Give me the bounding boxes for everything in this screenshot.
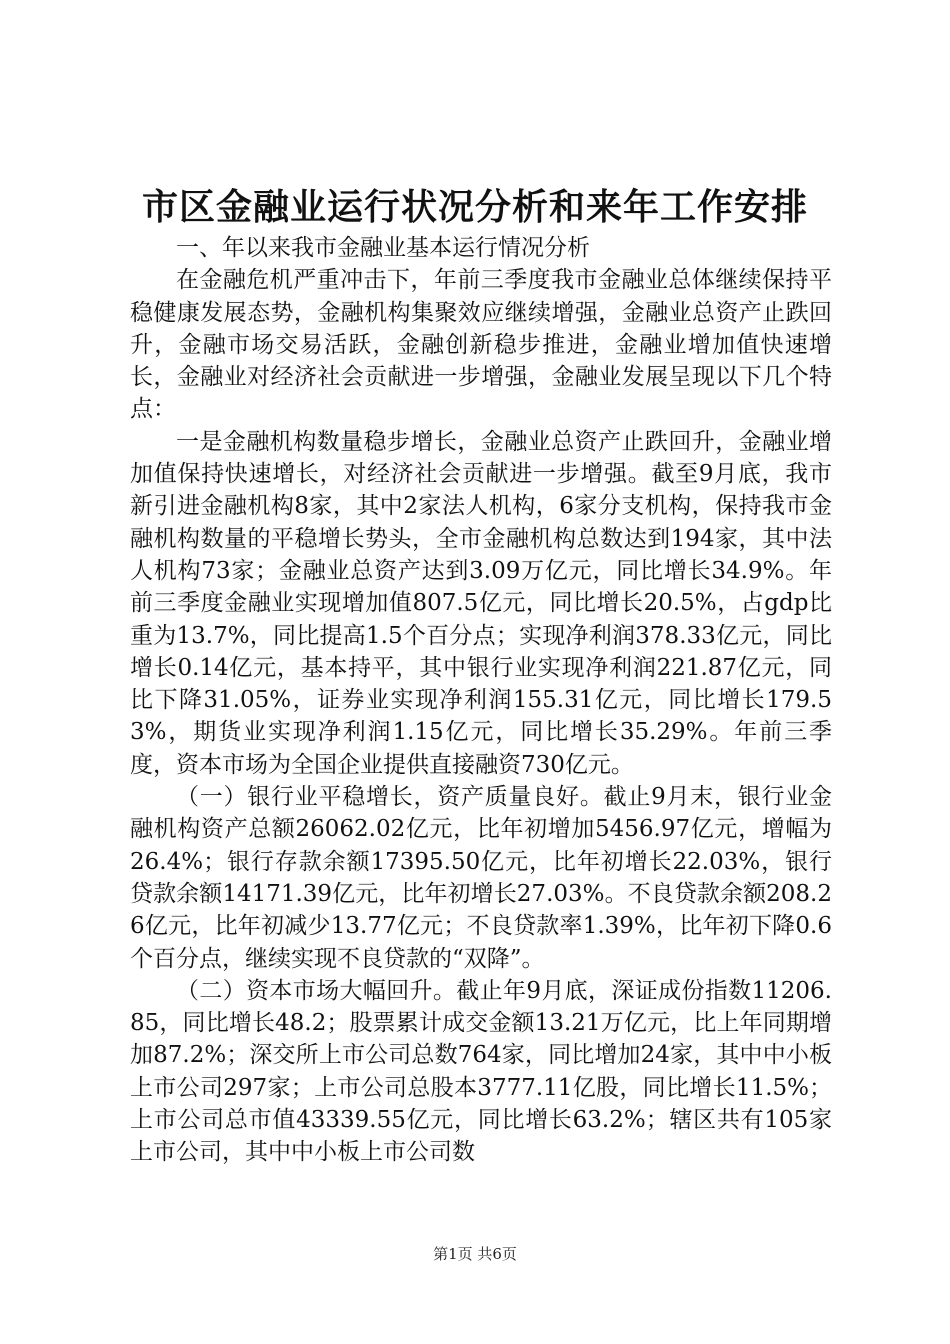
document-title: 市区金融业运行状况分析和来年工作安排 (141, 187, 808, 228)
paragraph-capital-market: （二）资本市场大幅回升。截止年9月底，深证成份指数11206.85，同比增长48.2；股票累计成交金额13.21万亿元，比上年同期增加87.2%；深交所上市公司总数764家，同比增加24家，其中中小板上市公司297家；上市公司总股本3777.11亿股，同比增长11.5%；上市公司总市值43339.55亿元，同比增长63.2%；辖区共有105家上市公司，其中中小板上市公司数 (130, 977, 832, 1166)
document-body (130, 232, 832, 1169)
paragraph-banking: （一）银行业平稳增长，资产质量良好。截止9月末，银行业金融机构资产总额26062.02亿元，比年初增加5456.97亿元，增幅为26.4%；银行存款余额17395.50亿元，比年初增长22.03%，银行贷款余额14171.39亿元，比年初增长27.03%。不良贷款余额208.26亿元，比年初减少13.77亿元；不良贷款率1.39%，比年初下降0.6个百分点，继续实现不良贷款的“双降”。 (130, 784, 832, 972)
section-heading: 一、年以来我市金融业基本运行情况分析 (176, 235, 590, 261)
paragraph-feature-one: 一是金融机构数量稳步增长，金融业总资产止跌回升，金融业增加值保持快速增长，对经济社会贡献进一步增强。截至9月底，我市新引进金融机构8家，其中2家法人机构，6家分支机构，保持我市金融机构数量的平稳增长势头，全市金融机构总数达到194家，其中法人机构73家；金融业总资产达到3.09万亿元，同比增长34.9%。年前三季度金融业实现增加值807.5亿元，同比增长20.5%，占gdp比重为13.7%，同比提高1.5个百分点；实现净利润378.33亿元，同比增长0.14亿元，基本持平，其中银行业实现净利润221.87亿元，同比下降31.05%，证券业实现净利润155.31亿元，同比增长179.53%，期货业实现净利润1.15亿元，同比增长35.29%。年前三季度，资本市场为全国企业提供直接融资730亿元。 (130, 428, 832, 778)
paragraph-intro: 在金融危机严重冲击下，年前三季度我市金融业总体继续保持平稳健康发展态势，金融机构集聚效应继续增强，金融业总资产止跌回升，金融市场交易活跃，金融创新稳步推进，金融业增加值快速增长，金融业对经济社会贡献进一步增强，金融业发展呈现以下几个特点： (130, 267, 832, 423)
page-footer: 第1页 共6页 (433, 1245, 517, 1263)
